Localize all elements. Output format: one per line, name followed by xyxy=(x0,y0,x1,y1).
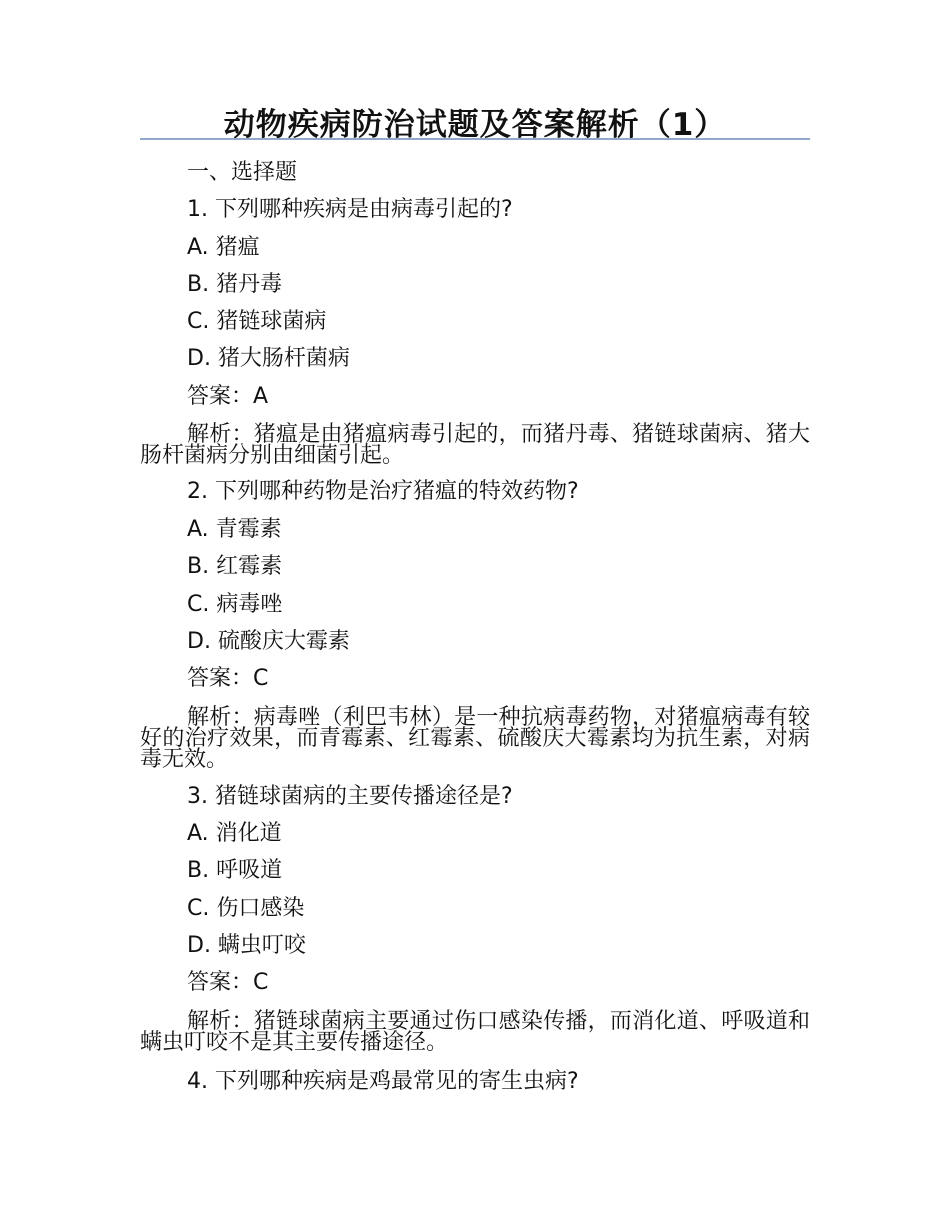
question-2-option-a: A. 青霉素 xyxy=(187,517,282,542)
question-2-stem: 2. 下列哪种药物是治疗猪瘟的特效药物? xyxy=(187,479,579,504)
question-3-analysis: 解析：猪链球菌病主要通过伤口感染传播，而消化道、呼吸道和螨虫叮咬不是其主要传播途径。 xyxy=(140,1009,810,1055)
title-underline xyxy=(140,138,810,140)
question-3-answer: 答案：C xyxy=(187,970,269,995)
question-2-option-b: B. 红霉素 xyxy=(187,554,283,579)
question-1-option-a: A. 猪瘟 xyxy=(187,235,260,260)
question-1-option-c: C. 猪链球菌病 xyxy=(187,309,327,334)
question-3-stem: 3. 猪链球菌病的主要传播途径是? xyxy=(187,784,513,809)
question-3-option-b: B. 呼吸道 xyxy=(187,858,283,883)
question-3-option-c: C. 伤口感染 xyxy=(187,896,305,921)
document-title: 动物疾病防治试题及答案解析（1） xyxy=(223,107,727,143)
question-1-analysis: 解析：猪瘟是由猪瘟病毒引起的，而猪丹毒、猪链球菌病、猪大肠杆菌病分别由细菌引起。 xyxy=(140,422,810,468)
question-2-option-d: D. 硫酸庆大霉素 xyxy=(187,629,350,654)
question-2-answer: 答案：C xyxy=(187,666,269,691)
question-2-option-c: C. 病毒唑 xyxy=(187,592,283,617)
question-1-stem: 1. 下列哪种疾病是由病毒引起的? xyxy=(187,197,513,222)
question-3-option-d: D. 螨虫叮咬 xyxy=(187,933,306,958)
question-3-option-a: A. 消化道 xyxy=(187,821,282,846)
question-2-analysis: 解析：病毒唑（利巴韦林）是一种抗病毒药物，对猪瘟病毒有较好的治疗效果，而青霉素、红霉素、硫酸庆大霉素均为抗生素，对病毒无效。 xyxy=(140,705,810,772)
question-4-stem: 4. 下列哪种疾病是鸡最常见的寄生虫病? xyxy=(187,1069,579,1094)
question-1-option-b: B. 猪丹毒 xyxy=(187,272,283,297)
question-1-option-d: D. 猪大肠杆菌病 xyxy=(187,346,350,371)
question-1-answer: 答案：A xyxy=(187,384,269,409)
section-heading: 一、选择题 xyxy=(187,160,298,185)
